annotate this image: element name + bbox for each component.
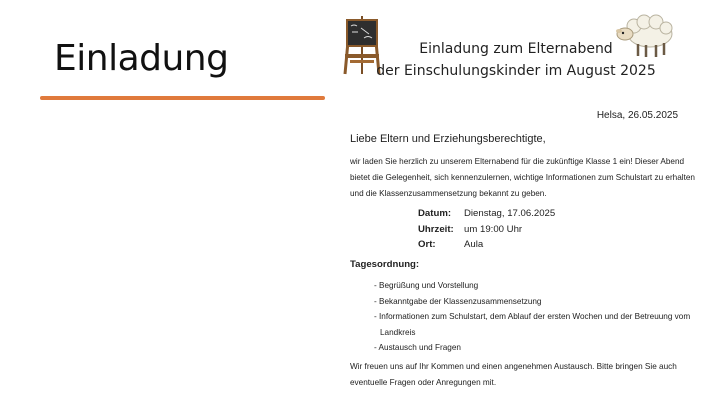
fact-value: Dienstag, 17.06.2025 xyxy=(464,208,556,219)
fact-date xyxy=(418,206,555,222)
fact-value: um 19:00 Uhr xyxy=(464,223,523,235)
agenda-item: - Informationen zum Schulstart, dem Ablauf der ersten Wochen und der Betreuung vom xyxy=(374,312,691,321)
intro-line: wir laden Sie herzlich zu unserem Elternabend für die zukünftige Klasse 1 ein! Dieser Abend xyxy=(350,157,685,166)
closing-paragraph xyxy=(350,359,677,391)
agenda-item: - Begrüßung und Vorstellung xyxy=(374,281,479,290)
agenda-item: - Bekanntgabe der Klassenzusammensetzung xyxy=(374,296,542,306)
fact-place xyxy=(418,237,555,253)
event-facts xyxy=(418,206,555,253)
agenda-item-text: Landkreis xyxy=(380,327,416,337)
heading-line-1: Einladung zum Elternabend xyxy=(419,41,613,57)
fact-label: Uhrzeit: xyxy=(418,223,454,235)
fact-label: Ort: xyxy=(418,239,436,250)
agenda-list xyxy=(374,278,690,356)
title-underline xyxy=(40,96,325,100)
fact-label: Datum: xyxy=(418,208,452,219)
agenda-item: - Austausch und Fragen xyxy=(374,343,461,352)
intro-paragraph xyxy=(350,154,695,202)
place-date: Helsa, 26.05.2025 xyxy=(596,110,678,121)
fact-time xyxy=(418,222,555,238)
invitation-document xyxy=(336,0,695,405)
heading-line-2: der Einschulungskinder im August 2025 xyxy=(376,63,656,79)
agenda-item-continuation xyxy=(374,325,690,341)
intro-line: und die Klassenzusammensetzung bekannt zu geben. xyxy=(350,189,547,198)
greeting: Liebe Eltern und Erziehungsberechtigte, xyxy=(350,133,546,145)
slide-title: Einladung xyxy=(54,38,229,79)
closing-line: Wir freuen uns auf Ihr Kommen und einen angenehmen Austausch. Bitte bringen Sie auch xyxy=(350,362,677,371)
closing-line: eventuelle Fragen oder Anregungen mit. xyxy=(350,378,497,387)
intro-line: bietet die Gelegenheit, sich kennenzulernen, wichtige Informationen zum Schulstart zu erhalten xyxy=(350,173,695,182)
document-heading xyxy=(356,38,676,82)
fact-value: Aula xyxy=(464,239,484,250)
agenda-title: Tagesordnung: xyxy=(350,259,420,270)
